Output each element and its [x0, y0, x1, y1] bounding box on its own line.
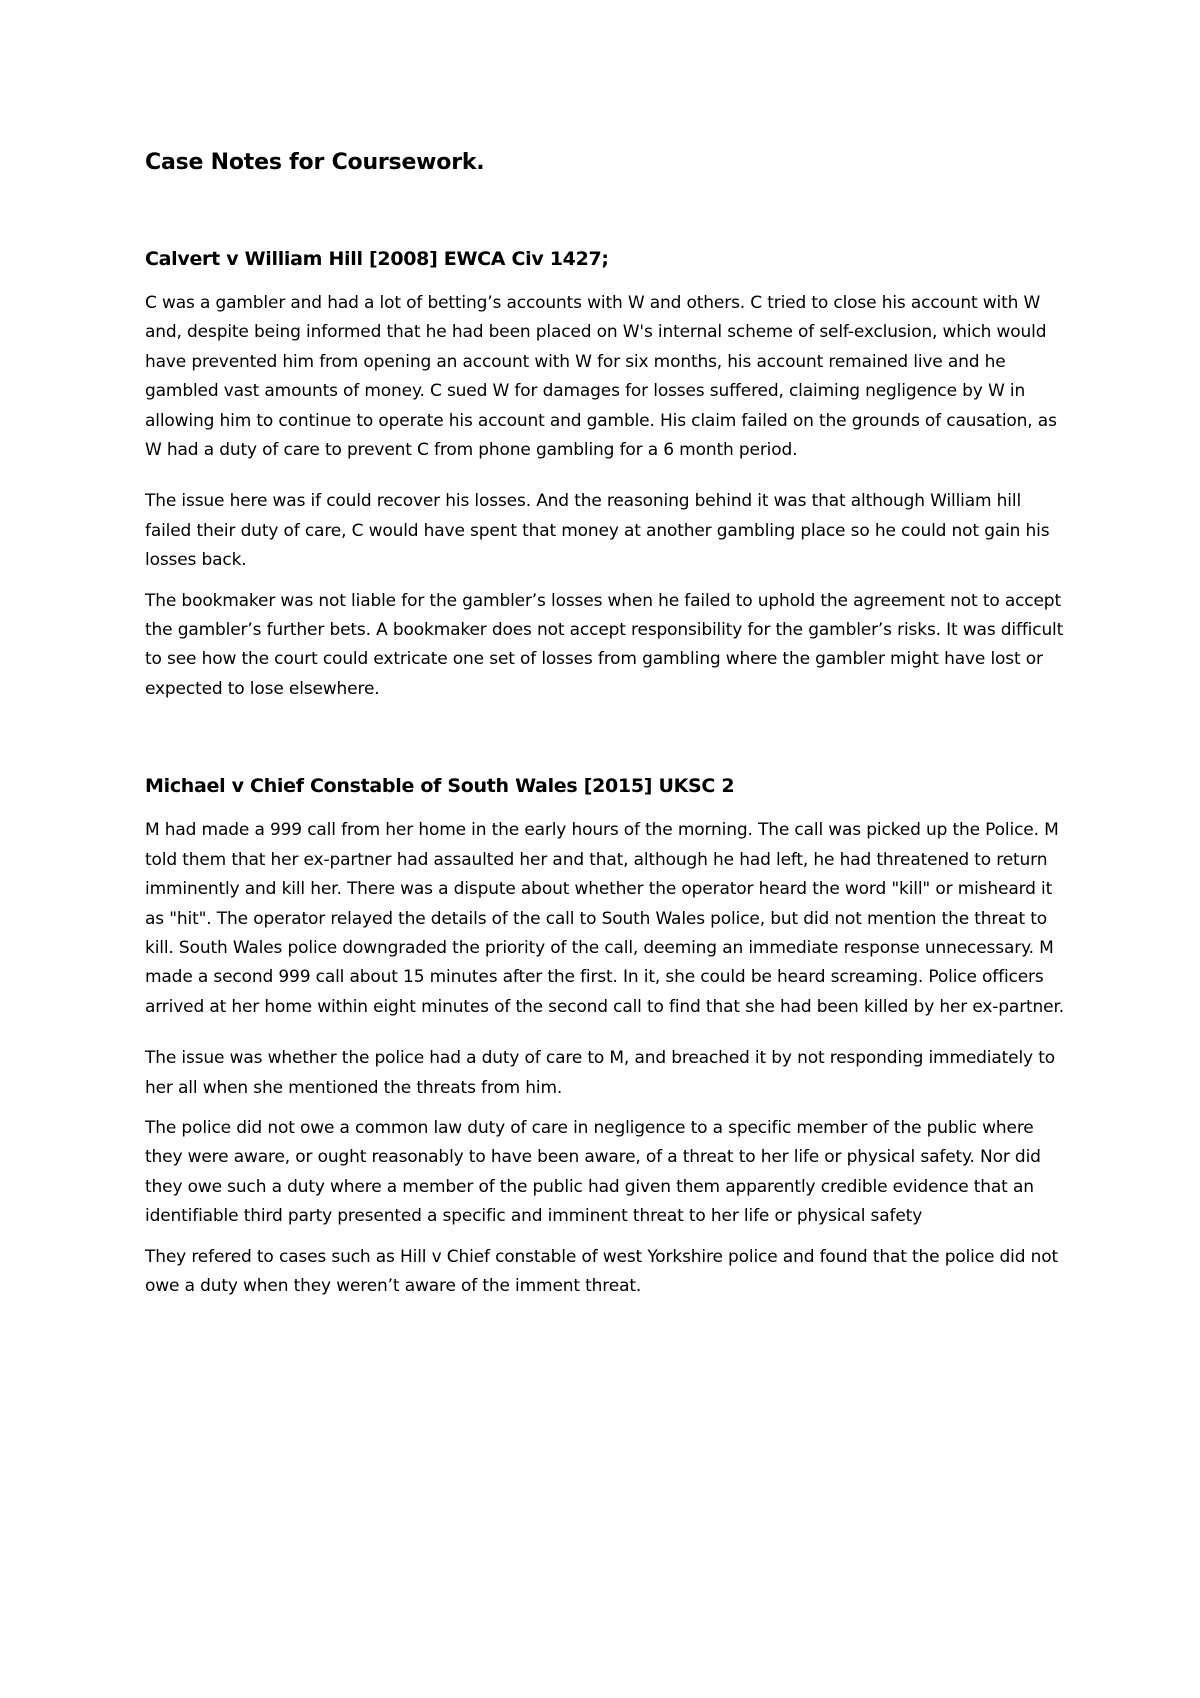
case-reasoning-paragraph: They refered to cases such as Hill v Chief constable of west Yorkshire police and found that the police did not owe a duty when they weren’t aware of the imment threat.: [145, 1246, 1059, 1296]
case-holding-paragraph: The police did not owe a common law duty of care in negligence to a specific member of the public where they were aware, or ought reasonably to have been aware, of a threat to her life or physical safety. Nor did they owe such a duty where a member of the public had given them apparently credible evidence that an identifiable third party presented a specific and imminent threat to her life or physical safety: [145, 1117, 1041, 1227]
case-holding-paragraph: The bookmaker was not liable for the gambler’s losses when he failed to uphold the agreement not to accept the gambler’s further bets. A bookmaker does not accept responsibility for the gambler’s risks. It was difficult to see how the court could extricate one set of losses from gambling where the gambler might have lost or expected to lose elsewhere.: [145, 590, 1064, 699]
document-title: Case Notes for Coursework.: [145, 150, 485, 175]
case-calvert-v-william-hill: [145, 245, 1070, 704]
case-heading: Calvert v William Hill [2008] EWCA Civ 1427;: [145, 248, 609, 270]
case-facts-paragraph: M had made a 999 call from her home in the early hours of the morning. The call was picked up the Police. M told them that her ex-partner had assaulted her and that, although he had left, he had threatened to return imminently and kill her. There was a dispute about whether the operator heard the word "kill" or misheard it as "hit". The operator relayed the details of the call to South Wales police, but did not mention the threat to kill. South Wales police downgraded the priority of the call, deeming an immediate response unnecessary. M made a second 999 call about 15 minutes after the first. In it, she could be heard screaming. Police officers arrived at her home within eight minutes of the second call to find that she had been killed by her ex-partner.: [145, 820, 1065, 1017]
case-heading: Michael v Chief Constable of South Wales [2015] UKSC 2: [145, 775, 735, 798]
case-facts-paragraph: C was a gambler and had a lot of betting’s accounts with W and others. C tried to close his account with W and, despite being informed that he had been placed on W's internal scheme of self-exclusion, which would have prevented him from opening an account with W for six months, his account remained live and he gambled vast amounts of money. C sued W for damages for losses suffered, claiming negligence by W in allowing him to continue to operate his account and gamble. His claim failed on the grounds of causation, as W had a duty of care to prevent C from phone gambling for a 6 month period.: [145, 293, 1057, 461]
document-body: [145, 148, 1070, 1301]
case-issue-paragraph: The issue was whether the police had a duty of care to M, and breached it by not responding immediately to her all when she mentioned the threats from him.: [145, 1048, 1055, 1098]
case-issue-paragraph: The issue here was if could recover his losses. And the reasoning behind it was that although William hill failed their duty of care, C would have spent that money at another gambling place so he could not gain his losses back.: [145, 491, 1050, 571]
case-michael-v-chief-constable: [145, 772, 1070, 1301]
